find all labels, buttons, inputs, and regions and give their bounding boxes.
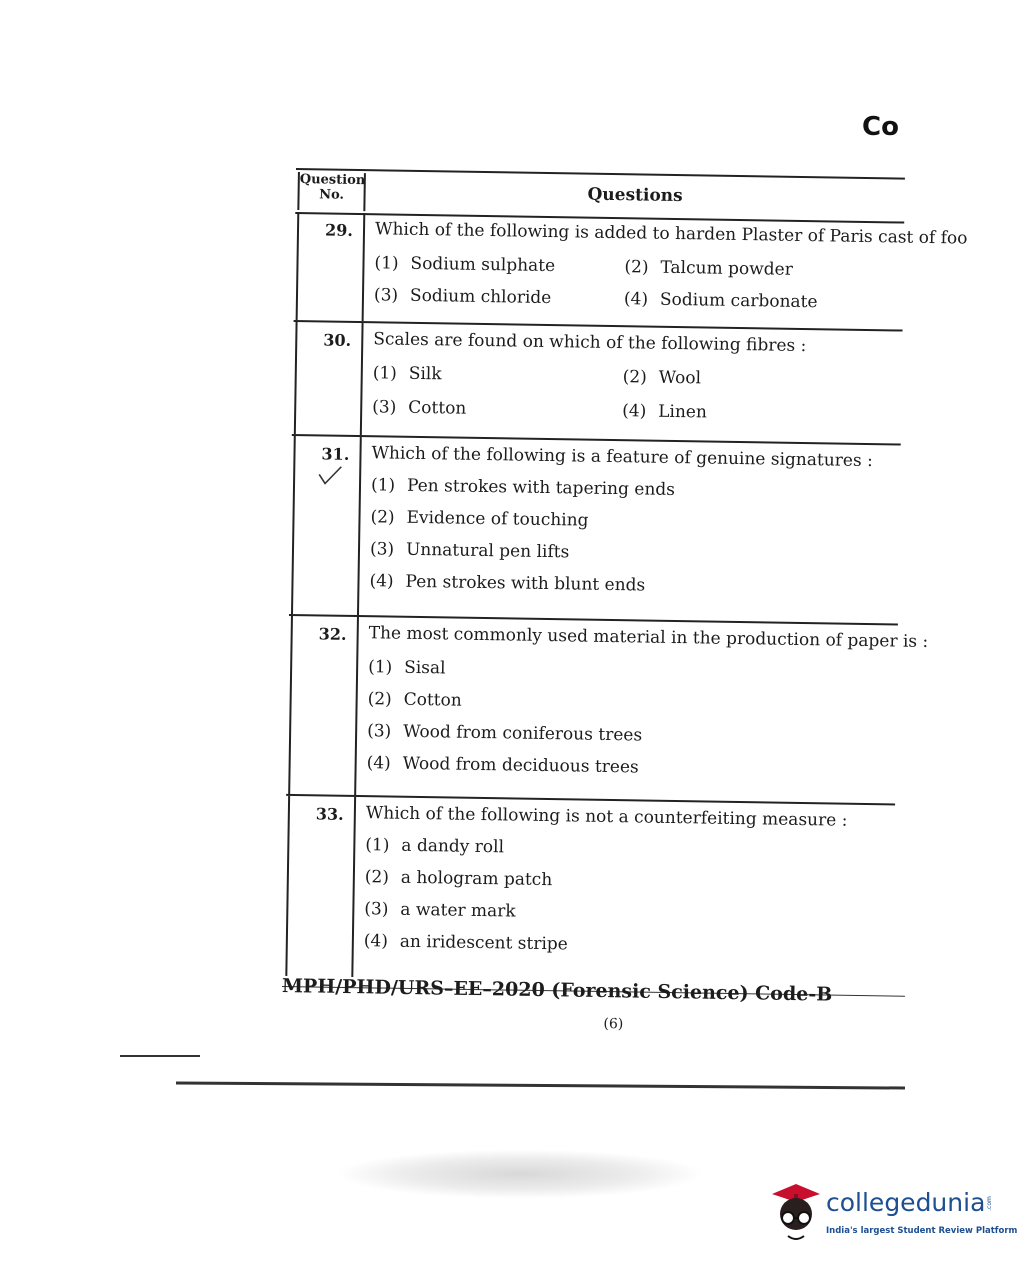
option-number: (3)	[373, 285, 399, 306]
option-number: (3)	[367, 721, 392, 742]
option-number: (1)	[374, 253, 399, 274]
question-text: Which of the following is not a counterfeiting measure :	[365, 803, 848, 831]
option-number: (1)	[368, 657, 393, 678]
question-no-label-line2: No.	[319, 187, 345, 203]
option-number: (1)	[370, 475, 396, 496]
logo-domain: .com	[985, 1196, 993, 1211]
option-number: (3)	[372, 397, 397, 418]
option-text: Wood from coniferous trees	[403, 721, 643, 746]
exam-code: MPH/PHD/URS–EE–2020 (Forensic Science) Code-B	[281, 975, 833, 1006]
option-text: a dandy roll	[401, 835, 505, 858]
option-text: Cotton	[408, 397, 467, 419]
option-number: (4)	[622, 401, 647, 422]
option-2	[365, 867, 553, 890]
option-1	[368, 657, 446, 678]
question-number: 32.	[318, 624, 347, 644]
option-text: an iridescent stripe	[399, 931, 568, 955]
option-number: (4)	[369, 571, 394, 592]
option-number: (2)	[364, 867, 390, 888]
option-text: Sodium sulphate	[410, 253, 556, 277]
code-label-corner: Co	[862, 112, 899, 142]
option-4	[367, 753, 639, 777]
checkmark-icon	[317, 464, 343, 486]
option-text: Pen strokes with tapering ends	[406, 475, 676, 500]
option-number: (1)	[365, 835, 390, 856]
halftone-smudge	[340, 1150, 700, 1198]
option-1	[374, 253, 555, 276]
question-number-cell	[285, 796, 356, 977]
question-number: 30.	[323, 330, 352, 350]
mascot-icon	[766, 1178, 824, 1248]
option-3	[370, 539, 570, 562]
option-number: (2)	[370, 507, 395, 528]
option-number: (3)	[369, 539, 395, 560]
questions-header: Questions	[587, 184, 683, 207]
option-2	[623, 367, 702, 388]
collegedunia-logo	[766, 1178, 1018, 1258]
question-number: 31.	[321, 444, 350, 464]
scan-edge-line	[120, 1055, 200, 1057]
option-1	[371, 475, 675, 500]
option-text: a water mark	[400, 899, 516, 922]
option-4	[624, 289, 818, 312]
option-number: (1)	[372, 363, 398, 384]
option-text: Cotton	[403, 689, 462, 711]
option-4	[364, 931, 568, 954]
question-number-cell	[294, 322, 364, 435]
option-text: Linen	[658, 401, 708, 423]
option-text: Talcum powder	[660, 257, 793, 280]
option-text: Pen strokes with blunt ends	[405, 571, 646, 596]
option-number: (4)	[366, 753, 391, 774]
option-number: (2)	[367, 689, 392, 710]
page-footer	[281, 975, 905, 1033]
question-row-29	[294, 212, 968, 332]
question-number: 29.	[324, 220, 354, 240]
question-text: Scales are found on which of the following fibres :	[373, 329, 807, 357]
logo-wordmark: collegedunia	[826, 1188, 986, 1217]
scan-edge-line	[176, 1081, 905, 1089]
option-3	[372, 397, 466, 418]
option-text: a hologram patch	[400, 867, 553, 891]
question-text: The most commonly used material in the production of paper is :	[368, 623, 929, 652]
option-text: Evidence of touching	[406, 507, 589, 531]
option-2	[368, 689, 462, 710]
option-2	[624, 257, 793, 280]
question-table	[283, 168, 968, 989]
option-number: (3)	[364, 899, 389, 920]
option-1	[365, 835, 504, 857]
option-4	[369, 571, 645, 595]
question-text: Which of the following is a feature of genuine signatures :	[371, 443, 873, 472]
option-text: Sisal	[404, 657, 446, 679]
option-number: (4)	[623, 289, 649, 310]
option-2	[370, 507, 588, 530]
option-3	[364, 899, 516, 921]
option-4	[622, 401, 707, 422]
question-row-32	[286, 616, 929, 806]
question-number-cell	[296, 212, 366, 321]
option-1	[373, 363, 442, 384]
option-text: Sodium chloride	[409, 285, 552, 309]
option-text: Wool	[658, 367, 702, 389]
question-number: 33.	[315, 804, 344, 824]
question-number-cell	[288, 616, 359, 795]
logo-tagline: India's largest Student Review Platform	[826, 1226, 1018, 1236]
option-text: Wood from deciduous trees	[402, 753, 639, 778]
option-number: (2)	[622, 367, 648, 388]
option-text: Unnatural pen lifts	[405, 539, 570, 563]
option-text: Sodium carbonate	[659, 289, 818, 313]
option-3	[374, 285, 552, 308]
question-row-30	[292, 322, 903, 446]
page-number: (6)	[603, 1016, 624, 1033]
question-row-33	[283, 796, 895, 986]
question-row-31	[289, 436, 901, 626]
question-number-cell	[291, 436, 362, 615]
option-number: (4)	[363, 931, 389, 952]
option-3	[367, 721, 642, 745]
option-number: (2)	[624, 257, 649, 278]
question-no-label-line1: Question	[299, 172, 366, 189]
question-text: Which of the following is added to harden Plaster of Paris cast of foo	[374, 219, 968, 249]
option-text: Silk	[408, 363, 442, 385]
question-no-header	[297, 172, 366, 211]
